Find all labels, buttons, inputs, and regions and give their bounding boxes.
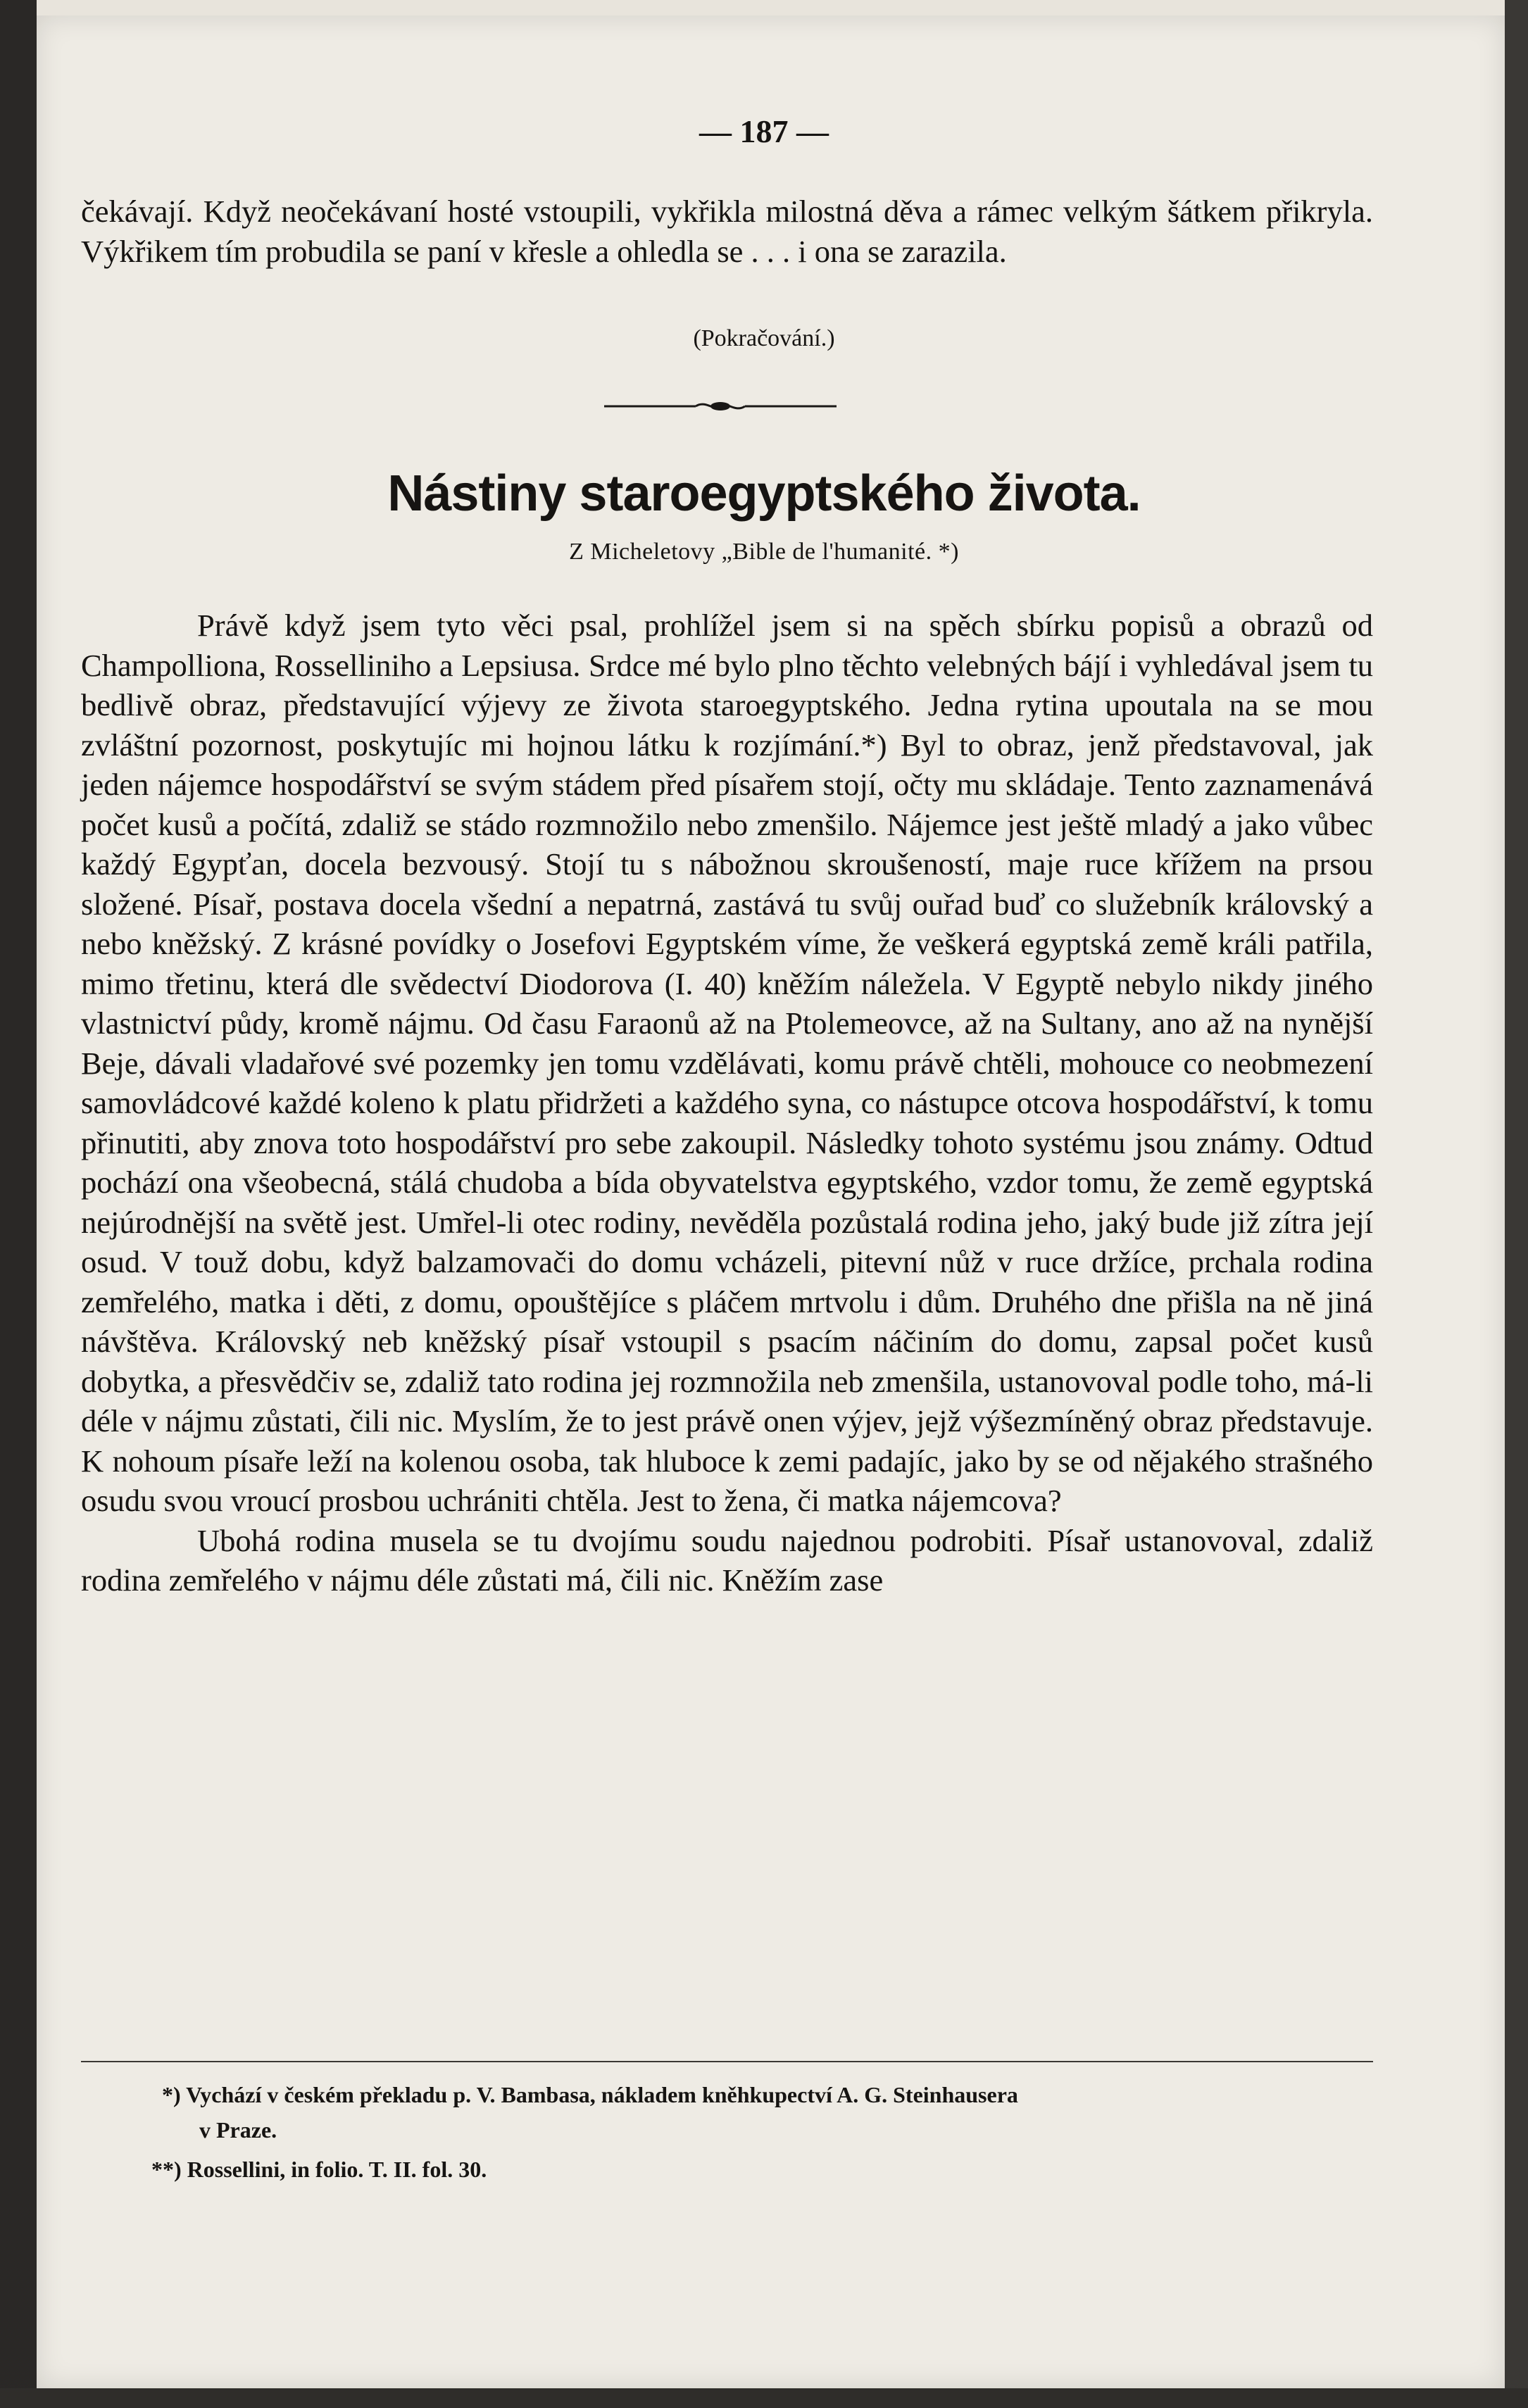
footnote xyxy=(81,2152,1373,2187)
paragraph: Ubohá rodina musela se tu dvojímu soudu najednou podrobiti. Písař ustanovoval, zdaliž rodina zemřelého v nájmu déle zůstati má, čili nic. Kněžím zase xyxy=(81,1522,1373,1598)
footnote-text: *) Vychází v českém překladu p. V. Bambasa, nákladem kněhkupectví A. G. Steinhausera xyxy=(162,2082,1018,2107)
footnotes xyxy=(81,2077,1373,2187)
article-body xyxy=(81,606,1373,1600)
article-subtitle: Z Micheletovy „Bible de l'humanité. *) xyxy=(569,539,959,565)
continued-note: (Pokračování.) xyxy=(693,325,835,351)
paragraph: Právě když jsem tyto věci psal, prohlížel jsem si na spěch sbírku popisů a obrazů od Champolliona, Rosselliniho a Lepsiusa. Srdce mé bylo plno těchto velebných bájí i vyhledával jsem tu bedlivě obraz, představující výjevy ze života staroegyptského. Jedna rytina upoutala na se mou zvláštní pozornost, poskytujíc mi hojnou látku k rozjímání.*) Byl to obraz, jenž představoval, jak jeden nájemce hospodářství se svým stádem před písařem stojí, očty mu skládaje. Tento zaznamenává počet kusů a počítá, zdaliž se stádo rozmnožilo nebo zmenšilo. Nájemce jest ještě mladý a jako vůbec každý Egypťan, docela bezvousý. Stojí tu s nábožnou skroušeností, maje ruce křížem na prsou složené. Písař, postava docela všední a nepatrná, zastává tu svůj ouřad buď co služebník královský a nebo kněžský. Z krásné povídky o Josefovi Egyptském víme, že veškerá egyptská země králi patřila, mimo třetinu, která dle svědectví Diodorova (I. 40) kněžím náležela. V Egyptě nebylo nikdy jiného vlastnictví půdy, kromě nájmu. Od času Faraonů až na Ptolemeovce, až na Sultany, ano až na nynější Beje, dávali vladařové své pozemky jen tomu vzdělávati, komu právě chtěli, mohouce co neobmezení samovládcové každé koleno k platu přidržeti a každého syna, co nástupce otcova hospodářství, k tomu přinutiti, aby znova toto hospodářství pro sebe zakoupil. Následky tohoto systému jsou známy. Odtud pochází ona všeobecná, stálá chudoba a bída obyvatelstva egyptského, vzdor tomu, že země egyptská nejúrodnější na světě jest. Umřel-li otec rodiny, nevěděla pozůstalá rodina jeho, jaký bude již zítra její osud. V touž dobu, když balzamovači do domu vcházeli, pitevní nůž v ruce držíce, prchala rodina zemřelého, matka i děti, z domu, opouštějíce s pláčem mrtvolu i dům. Druhého dne přišla na ně jiná návštěva. Královský neb kněžský písař vstoupil s psacím náčiním do domu, zapsal počet kusů dobytka, a přesvědčiv se, zdaliž tato rodina jej rozmnožila neb zmenšila, ustanovoval podle toho, má-li déle v nájmu zůstati, čili nic. Myslím, že to jest právě onen výjev, jejž výšezmíněný obraz představuje. K nohoum písaře leží na kolenou osoba, tak hluboce k zemi padajíc, jako by se od nějakého strašného osudu svou vroucí prosbou uchrániti chtěla. Jest to žena, či matka nájemcova? xyxy=(81,608,1373,1518)
ornament-divider xyxy=(604,398,837,415)
footnote xyxy=(81,2077,1373,2147)
article-title: Nástiny staroegyptského života. xyxy=(387,465,1141,522)
scan-bottom-edge xyxy=(0,2388,1528,2408)
previous-story-closing-text: čekávají. Když neočekávaní hosté vstoupili, vykřikla milostná děva a rámec velkým šátkem přikryla. Výkřikem tím probudila se paní v křesle a ohledla se . . . i ona se zarazila. xyxy=(81,194,1373,269)
footnote-divider xyxy=(81,2061,1373,2062)
scan-left-edge xyxy=(0,0,37,2408)
page-number: — 187 — xyxy=(699,113,829,149)
scan-right-edge xyxy=(1505,0,1528,2408)
footnote-text: v Praze. xyxy=(199,2117,277,2143)
footnote-text: **) Rossellini, in folio. T. II. fol. 30. xyxy=(151,2157,487,2182)
